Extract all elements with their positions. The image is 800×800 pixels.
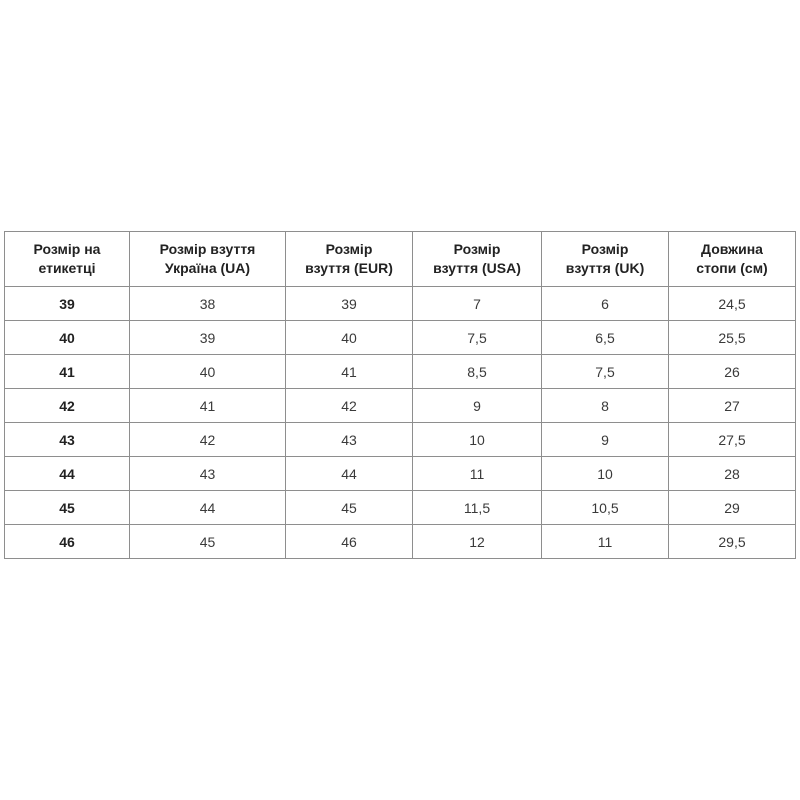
table-cell-uk: 8 <box>542 389 669 423</box>
table-cell-eur: 46 <box>286 525 413 559</box>
table-cell-label-size: 39 <box>5 287 130 321</box>
table-cell-ua: 45 <box>130 525 286 559</box>
table-cell-foot-length: 24,5 <box>669 287 796 321</box>
table-cell-eur: 40 <box>286 321 413 355</box>
table-row <box>5 287 796 321</box>
table-cell-label-size: 42 <box>5 389 130 423</box>
table-cell-uk: 7,5 <box>542 355 669 389</box>
table-cell-usa: 8,5 <box>413 355 542 389</box>
size-chart-table <box>4 231 796 559</box>
table-row <box>5 525 796 559</box>
table-cell-uk: 6 <box>542 287 669 321</box>
table-cell-uk: 11 <box>542 525 669 559</box>
table-cell-foot-length: 28 <box>669 457 796 491</box>
table-cell-eur: 42 <box>286 389 413 423</box>
table-cell-uk: 9 <box>542 423 669 457</box>
header-label-size: Розмір на етикетці <box>5 232 130 287</box>
table-cell-label-size: 46 <box>5 525 130 559</box>
table-cell-usa: 10 <box>413 423 542 457</box>
table-cell-usa: 11,5 <box>413 491 542 525</box>
header-foot-length: Довжина стопи (см) <box>669 232 796 287</box>
header-eur-size: Розмір взуття (EUR) <box>286 232 413 287</box>
table-row <box>5 321 796 355</box>
table-row <box>5 423 796 457</box>
table-cell-foot-length: 27,5 <box>669 423 796 457</box>
table-cell-ua: 38 <box>130 287 286 321</box>
table-cell-usa: 12 <box>413 525 542 559</box>
table-cell-label-size: 41 <box>5 355 130 389</box>
table-row <box>5 457 796 491</box>
table-cell-usa: 9 <box>413 389 542 423</box>
table-cell-foot-length: 25,5 <box>669 321 796 355</box>
table-row <box>5 355 796 389</box>
table-cell-foot-length: 29,5 <box>669 525 796 559</box>
header-ua-size: Розмір взуття Україна (UA) <box>130 232 286 287</box>
table-cell-uk: 10 <box>542 457 669 491</box>
table-cell-usa: 11 <box>413 457 542 491</box>
table-cell-ua: 41 <box>130 389 286 423</box>
table-cell-ua: 44 <box>130 491 286 525</box>
table-cell-uk: 6,5 <box>542 321 669 355</box>
table-cell-eur: 45 <box>286 491 413 525</box>
table-cell-foot-length: 27 <box>669 389 796 423</box>
table-cell-usa: 7,5 <box>413 321 542 355</box>
table-cell-uk: 10,5 <box>542 491 669 525</box>
table-row <box>5 491 796 525</box>
table-cell-eur: 41 <box>286 355 413 389</box>
table-cell-label-size: 45 <box>5 491 130 525</box>
table-cell-foot-length: 29 <box>669 491 796 525</box>
table-cell-ua: 39 <box>130 321 286 355</box>
header-usa-size: Розмір взуття (USA) <box>413 232 542 287</box>
table-cell-label-size: 43 <box>5 423 130 457</box>
table-cell-label-size: 40 <box>5 321 130 355</box>
table-row <box>5 389 796 423</box>
table-cell-ua: 43 <box>130 457 286 491</box>
table-header-row <box>5 232 796 287</box>
table-cell-usa: 7 <box>413 287 542 321</box>
table-cell-label-size: 44 <box>5 457 130 491</box>
table-cell-ua: 40 <box>130 355 286 389</box>
table-cell-eur: 43 <box>286 423 413 457</box>
table-cell-eur: 44 <box>286 457 413 491</box>
table-cell-ua: 42 <box>130 423 286 457</box>
header-uk-size: Розмір взуття (UK) <box>542 232 669 287</box>
table-cell-eur: 39 <box>286 287 413 321</box>
table-cell-foot-length: 26 <box>669 355 796 389</box>
